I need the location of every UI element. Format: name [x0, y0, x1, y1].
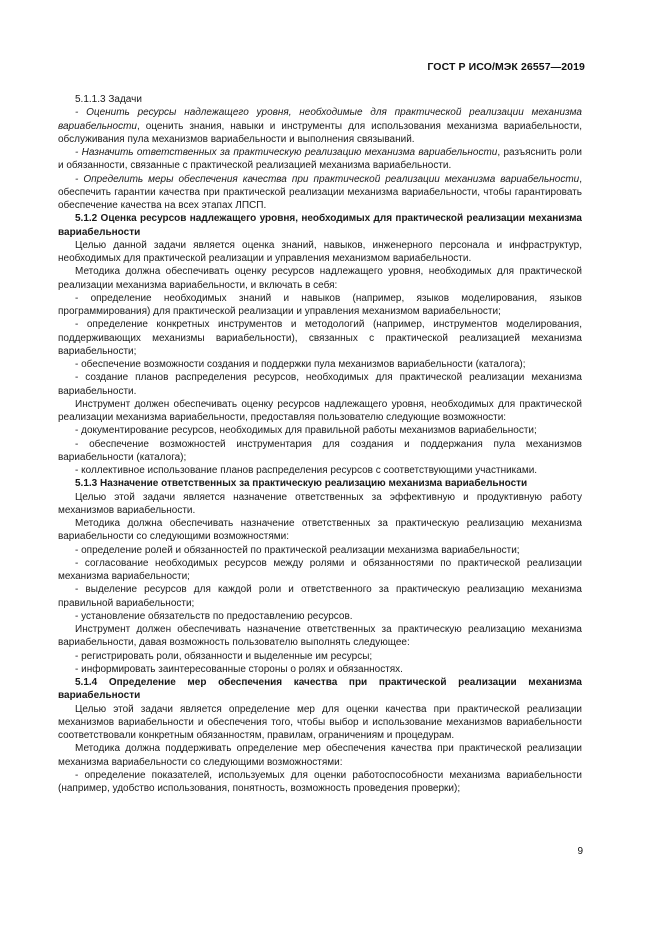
body-paragraph: Инструмент должен обеспечивать назначение ответственных за практическую реализацию механизма вариабельности, давая возможность пользователю выполнять следующее: [58, 624, 582, 649]
body-paragraph: - установление обязательств по предоставлению ресурсов. [75, 610, 353, 622]
body-paragraph: Методика должна обеспечивать оценку ресурсов надлежащего уровня, необходимых для практической реализации механизма вариабельности, и включать в себя: [58, 266, 582, 291]
page-number: 9 [577, 846, 583, 857]
body-paragraph: Целью этой задачи является назначение ответственных за эффективную и продуктивную работу механизмов вариабельности. [58, 491, 582, 516]
body-paragraph [58, 173, 582, 213]
body-paragraph: - коллективное использование планов распределения ресурсов с соответствующими участниками. [75, 465, 538, 476]
body-paragraph: Инструмент должен обеспечивать оценку ресурсов надлежащего уровня, необходимых для практической реализации механизма вариабельности, предоставляя пользователю следующие возможности: [58, 398, 582, 423]
body-paragraph: - регистрировать роли, обязанности и выделенные им ресурсы; [75, 650, 373, 662]
body-paragraph: - обеспечение возможностей инструментария для создания и поддержания пула механизмов вариабельности (каталога); [58, 438, 582, 463]
italic-task-name: - Назначить ответственных за практическую реализацию механизма вариабельности [75, 147, 498, 158]
subsection-heading: 5.1.1.3 Задачи [75, 94, 142, 105]
body-paragraph: - определение показателей, используемых для оценки работоспособности механизма вариабельности (например, удобство использования, понятность, возможность проведения проверки); [58, 769, 582, 794]
body-paragraph [58, 106, 582, 146]
body-paragraph: - определение необходимых знаний и навыков (например, языков моделирования, языков программирования) для практической реализации и управления механизмом вариабельности; [58, 292, 582, 317]
body-paragraph: - документирование ресурсов, необходимых для правильной работы механизмов вариабельности; [75, 425, 537, 437]
task-description: , разъяснить роли и обязанности, связанные с практической реализацией механизма вариабельности. [58, 147, 582, 172]
document-code-header: ГОСТ Р ИСО/МЭК 26557—2019 [427, 61, 585, 73]
body-paragraph: Методика должна обеспечивать назначение ответственных за практическую реализацию механизма вариабельности со следующими возможностями: [58, 518, 582, 543]
body-paragraph: Методика должна поддерживать определение мер обеспечения качества при практической реализации механизма вариабельности со следующими возможностями: [58, 743, 582, 768]
body-paragraph: Целью этой задачи является определение мер для оценки качества при практической реализации механизмов вариабельности и обеспечения того, чтобы выбор и использование механизмов вариабельности соответствовали конкретным обязанностям, правилам, ограничениям и процедурам. [58, 703, 582, 741]
body-paragraph [58, 146, 582, 173]
body-paragraph: - определение конкретных инструментов и методологий (например, инструментов моделирования, поддерживающих механизмы вариабельности), связанных с практической реализацией механизма вариабельности; [58, 319, 582, 357]
section-heading: 5.1.3 Назначение ответственных за практическую реализацию механизма вариабельности [75, 478, 528, 490]
body-paragraph: - обеспечение возможности создания и поддержки пула механизмов вариабельности (каталога); [75, 359, 526, 370]
body-paragraph: - выделение ресурсов для каждой роли и ответственного за практическую реализацию механизма правильной вариабельности; [58, 584, 582, 609]
italic-task-name: - Оценить ресурсы надлежащего уровня, необходимые для практической реализации механизма вариабельности [58, 107, 582, 132]
section-heading: 5.1.4 Определение мер обеспечения качества при практической реализации механизма вариабельности [58, 677, 582, 702]
body-paragraph: - определение ролей и обязанностей по практической реализации механизма вариабельности; [75, 544, 520, 556]
body-paragraph: - создание планов распределения ресурсов, необходимых для практической реализации механизма вариабельности. [58, 372, 582, 397]
task-description: , обеспечить гарантии качества при практической реализации механизма вариабельности, чтобы гарантировать обеспечение качества на всех этапах ЛПСП. [58, 173, 582, 211]
body-paragraph: - информировать заинтересованные стороны о ролях и обязанностях. [75, 663, 403, 675]
body-paragraph: Целью данной задачи является оценка знаний, навыков, инженерного персонала и инфраструктур, необходимых для практической реализации и управления механизмом вариабельности. [58, 239, 582, 264]
section-heading: 5.1.2 Оценка ресурсов надлежащего уровня, необходимых для практической реализации механизма вариабельности [58, 213, 582, 238]
body-paragraph: - согласование необходимых ресурсов между ролями и обязанностями по практической реализации механизма вариабельности; [58, 557, 582, 582]
document-body [58, 93, 582, 795]
italic-task-name: - Определить меры обеспечения качества при практической реализации механизма вариабельности [75, 173, 580, 185]
task-description: , оценить знания, навыки и инструменты для использования механизма вариабельности, обслуживания пула механизмов вариабельности и выполнения связываний. [58, 120, 582, 145]
